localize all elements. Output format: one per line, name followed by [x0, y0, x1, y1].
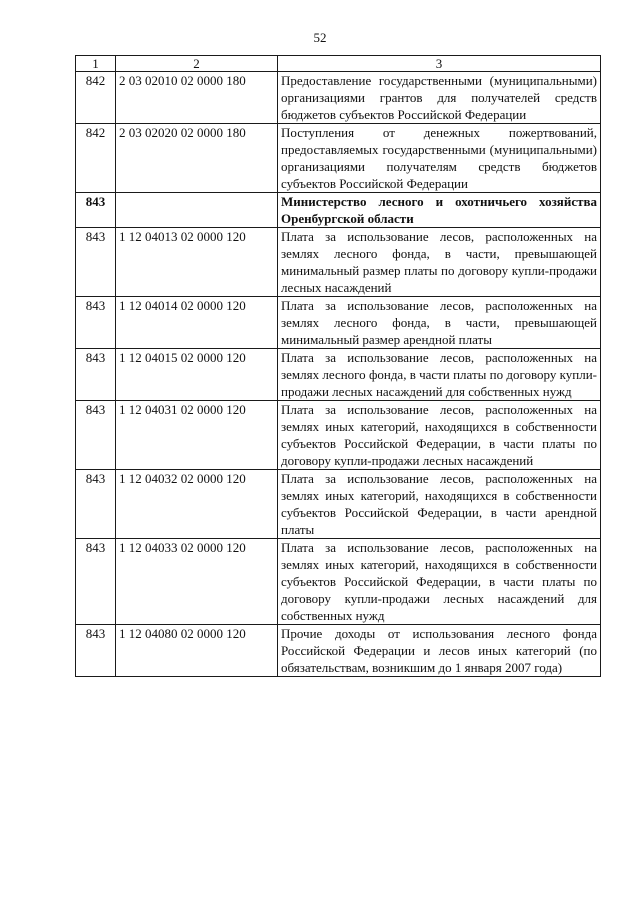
admin-code-cell: 843: [76, 228, 116, 297]
description-cell: Плата за использование лесов, расположенных на землях иных категорий, находящихся в собственности субъектов Российской Федерации, в части платы по договору купли-продажи лесных насаждений: [278, 401, 601, 470]
column-header-2: 2: [116, 56, 278, 72]
admin-code-cell: 843: [76, 401, 116, 470]
admin-code-cell: 842: [76, 72, 116, 124]
table-header: [76, 56, 601, 72]
table-row: [76, 401, 601, 470]
table-row: [76, 470, 601, 539]
admin-code-cell: 843: [76, 297, 116, 349]
header-row: [76, 56, 601, 72]
table-row: [76, 625, 601, 677]
revenue-code-cell: 1 12 04015 02 0000 120: [116, 349, 278, 401]
admin-code-cell: 843: [76, 193, 116, 228]
revenue-code-cell: 2 03 02020 02 0000 180: [116, 124, 278, 193]
table-row: [76, 349, 601, 401]
revenue-code-table: [75, 55, 601, 677]
description-cell: Плата за использование лесов, расположенных на землях иных категорий, находящихся в собственности субъектов Российской Федерации, в части арендной платы: [278, 470, 601, 539]
revenue-code-cell: 1 12 04013 02 0000 120: [116, 228, 278, 297]
table-row: [76, 193, 601, 228]
page-number: 52: [313, 30, 327, 45]
column-header-3: 3: [278, 56, 601, 72]
admin-code-cell: 843: [76, 470, 116, 539]
revenue-code-cell: 2 03 02010 02 0000 180: [116, 72, 278, 124]
revenue-code-cell: [116, 193, 278, 228]
table-row: [76, 539, 601, 625]
description-cell: Плата за использование лесов, расположенных на землях иных категорий, находящихся в собственности субъектов Российской Федерации, в части платы по договору купли-продажи лесных насаждений для собственных нужд: [278, 539, 601, 625]
revenue-code-cell: 1 12 04032 02 0000 120: [116, 470, 278, 539]
description-cell: Поступления от денежных пожертвований, предоставляемых государственными (муниципальными) организациями получателям средств бюджетов субъектов Российской Федерации: [278, 124, 601, 193]
description-cell: Плата за использование лесов, расположенных на землях лесного фонда, в части, превышающей минимальный размер арендной платы: [278, 297, 601, 349]
description-cell: Плата за использование лесов, расположенных на землях лесного фонда, в части, превышающей минимальный размер платы по договору купли-продажи лесных насаждений: [278, 228, 601, 297]
admin-code-cell: 843: [76, 539, 116, 625]
table-row: [76, 124, 601, 193]
revenue-code-cell: 1 12 04031 02 0000 120: [116, 401, 278, 470]
table-body: [76, 72, 601, 677]
revenue-code-cell: 1 12 04014 02 0000 120: [116, 297, 278, 349]
admin-code-cell: 843: [76, 625, 116, 677]
description-cell: Предоставление государственными (муниципальными) организациями грантов для получателей средств бюджетов субъектов Российской Федерации: [278, 72, 601, 124]
table-row: [76, 72, 601, 124]
table-row: [76, 297, 601, 349]
admin-code-cell: 843: [76, 349, 116, 401]
admin-code-cell: 842: [76, 124, 116, 193]
table-row: [76, 228, 601, 297]
description-cell: Министерство лесного и охотничьего хозяйства Оренбургской области: [278, 193, 601, 228]
description-cell: Прочие доходы от использования лесного фонда Российской Федерации и лесов иных категорий (по обязательствам, возникшим до 1 января 2007 года): [278, 625, 601, 677]
description-cell: Плата за использование лесов, расположенных на землях лесного фонда, в части платы по договору купли-продажи лесных насаждений для собственных нужд: [278, 349, 601, 401]
revenue-code-cell: 1 12 04033 02 0000 120: [116, 539, 278, 625]
column-header-1: 1: [76, 56, 116, 72]
revenue-code-cell: 1 12 04080 02 0000 120: [116, 625, 278, 677]
